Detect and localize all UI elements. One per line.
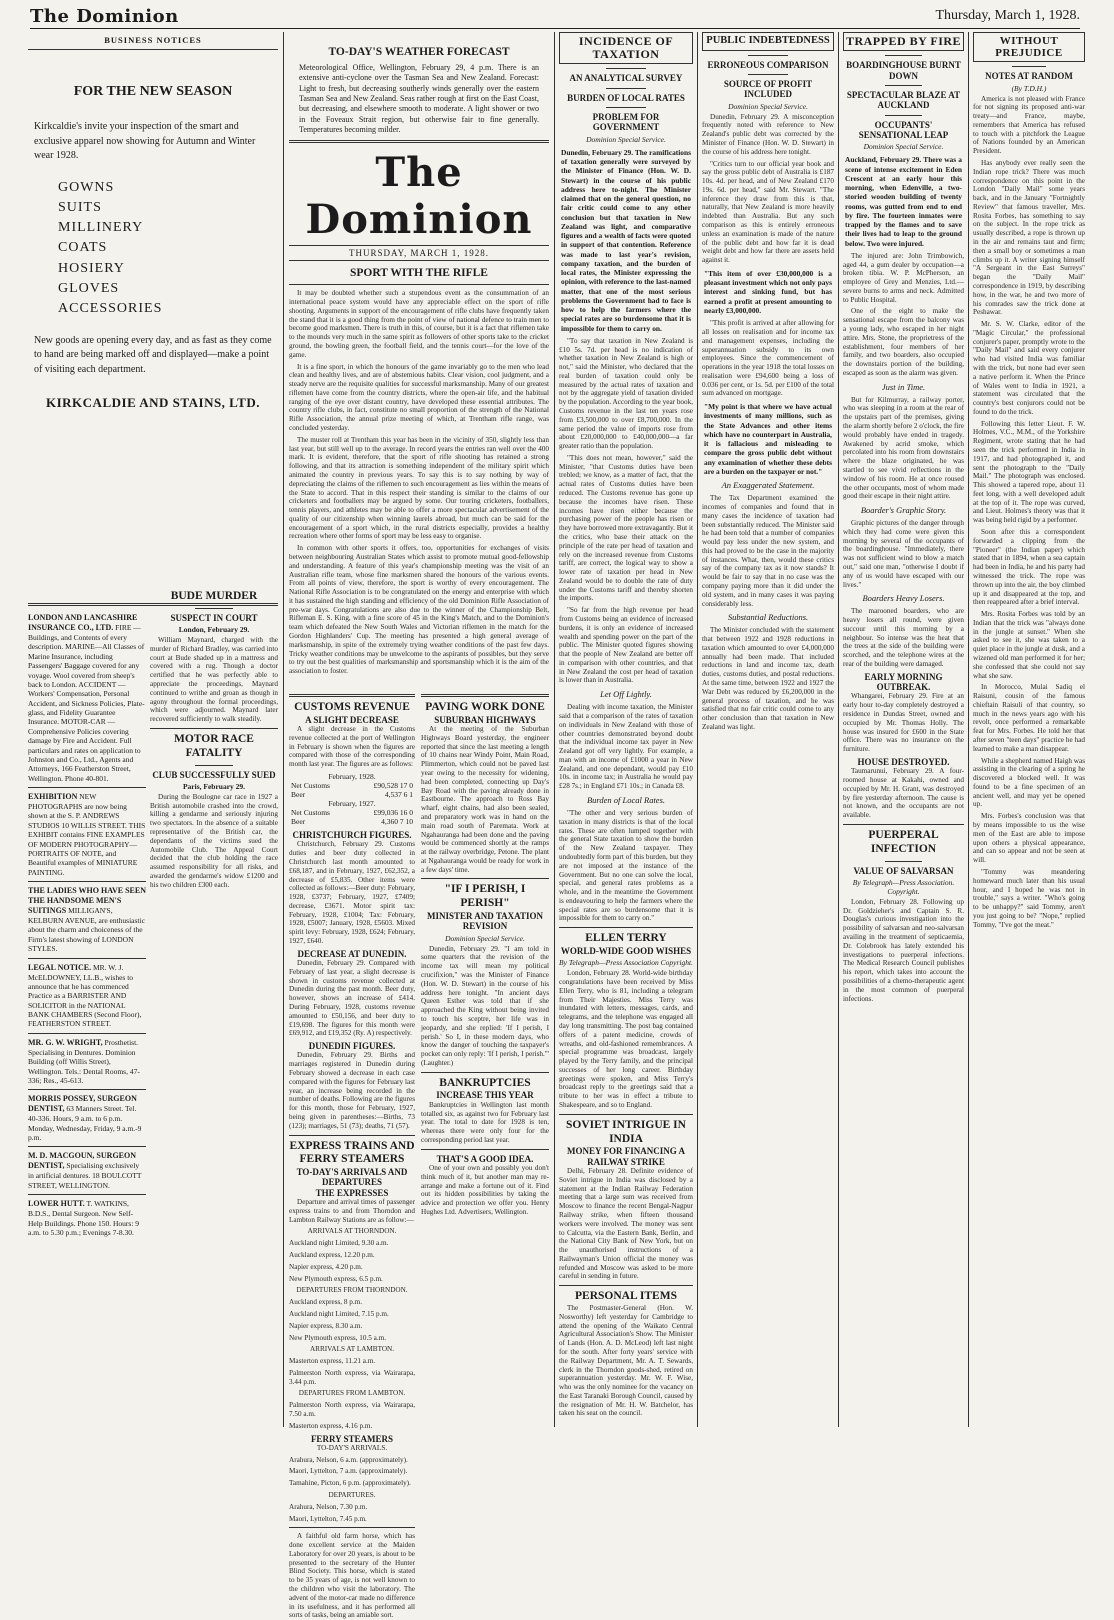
- perish-body: Dunedin, February 29. "I am told in some quarters that the revision of the income tax will mean my political crucifixion," was the Minister of Finance (Hon. W. D. Stewart) in the course of his address here tonight. "In ancient days Queen Esther was told that if she approached the King without being invited to touch his sceptre, her life was in jeopardy, and she replied: 'If I perish, I perish.' So I, in these modern days, who know the danger of touching the taxpayer's pocket can only reply: 'If I perish, I perish.'" (Laughter.): [421, 944, 549, 1067]
- train-line: New Plymouth express, 6.5 p.m.: [289, 1274, 383, 1283]
- customs-block: [150, 510, 278, 590]
- bude-dateline: London, February 29.: [178, 625, 250, 635]
- small-ad: M. D. MACGOUN, SURGEON DENTIST, Specialising exclusively in artificial dentures. 18 BOULCOTT STREET, WELLINGTON.: [28, 1151, 142, 1190]
- column-indebtedness: [702, 32, 834, 1427]
- puerperal-sub: VALUE OF SALVARSAN: [853, 865, 954, 876]
- perish-headline: "IF I PERISH, I PERISH": [444, 883, 526, 910]
- soviet-sub: MONEY FOR FINANCING A RAILWAY STRIKE: [567, 1146, 685, 1167]
- customs-table: February, 1928. Net Customs £90,528 17 0 Beer 4,537 6 1 February, 1927. Net Customs £99,036 16 0 Beer 4,360 7 10: [291, 772, 413, 827]
- taxation-paragraph: "The other and very serious burden of taxation in many districts is that of the local rates. These are often lumped together with the general State taxation to show the burden of the New Zealand taxpayer. They undoubtedly form part of this burden, but they are not imposed at the instance of the Government. But no one can solve the local, special, and general rates problems as a whole, and in the meantime the Government is endeavouring to help the farmers where the special rates are so burdensome that it is impossible for them to carry on.": [559, 809, 693, 923]
- ferry-line: Maori, Lyttelton, 7 a.m. (approximately).: [289, 1467, 408, 1476]
- train-line: DEPARTURES FROM THORNDON.: [296, 1286, 408, 1295]
- fire-sub1: BOARDINGHOUSE BURNT DOWN: [846, 60, 961, 81]
- debt-paragraph: "Critics turn to our official year book and say the gross public debt of Australia is £187 10s. 4d. per head, and of New Zealand £170 19s. 6d. per head," said Mr. Stewart. "The inference they draw from this is that, naturally, that New Zealand is more heavily indebted than Australia. But any such comparison as this is entirely erroneous unless an examination is made of the nature of the public debt and how far it is dead weight debt and how far there are assets held against it.: [702, 159, 834, 265]
- train-line: New Plymouth express, 10.5 a.m.: [289, 1333, 387, 1342]
- ad-item: HOSIERY: [58, 260, 125, 276]
- house-headline: HOUSE DESTROYED.: [857, 756, 950, 767]
- christchurch-body: Christchurch, February 29. Customs duties and beer duty collected in Christchurch last month amounted to £68,187, and in February, 1927, £62,352, a decrease of £5,835. Other items were collected as follows:—Beer duty: February, 1928, £3737; February, 1927, £7409; decrease, £3671. Motor spirit tax: February, 1928, £1004; Tax: February, 1928, £5007; January, 1928, £5603. Mixed spirit levy: February, 1928, £624; February, 1927, £640.: [289, 840, 415, 945]
- weather-body: Meteorological Office, Wellington, February 29, 4 p.m. There is an extensive anti-cyclone over the Tasman Sea and New Zealand. Forecast: Light to fresh, but decreasing southerly winds generally over the eastern Tasman Sea and New Zealand. Seas rather rough at first on the East Coast, but decreasing, and elsewhere smooth to moderate. A light shower or two in the Foveaux Strait region, but otherwise fair to fine generally. Temperatures becoming milder.: [299, 62, 539, 135]
- column-fire: [843, 32, 964, 1427]
- prejudice-paragraph: Mr. S. W. Clarke, editor of the "Magic Circular," the professional conjurer's paper, promptly wrote to the "Daily Mail" and said every conjurer who had visited India was familiar with the trick, but none had ever seen a native perform it. When the Prince of Wales went to India in 1921, a statement was circulated that the country's best conjurors could not be found to do the trick.: [973, 320, 1085, 416]
- fire-paragraph: Graphic pictures of the danger through which they had come were given this morning by several of the occupants of the boardinghouse. "Immediately, there was not sufficient wind to blow a match out," said one man, "otherwise I doubt if any of us would have escaped with our lives.": [843, 519, 964, 589]
- taxation-lead: Dunedin, February 29. The ramifications of taxation generally were surveyed by the Minister of Finance (Hon. W. D. Stewart) in the course of his public address here to-night. The Minister claimed that on the general question, no fair critic could come to any other conclusion but that taxation in New Zealand was light, and comparative figures and a wealth of facts were quoted in support of that contention. Reference was made to last year's revision, company taxation, and the burden of local rates, the Minister expressing the opinion, with reference to the last-named matter, that one of the most serious problems the Government had to face is how to help the farmers where the special rates are so burdensome that it is impossible for them to carry on.: [561, 147, 691, 333]
- bude-sub: SUSPECT IN COURT: [170, 612, 258, 623]
- kirkcaldie-ad: [28, 54, 278, 411]
- taxation-sub1: AN ANALYTICAL SURVEY: [569, 73, 683, 84]
- train-line: Masterton express, 4.16 p.m.: [289, 1421, 373, 1430]
- fire-paragraph: But for Kilmurray, a railway porter, who was sleeping in a room at the rear of the upstairs part of the premises, giving the alarm shortly before 2 o'clock, the fire would probably have ended in tragedy. Awakened by acrid smoke, which percolated into his room from downstairs where the blaze originated, he was startled to see vivid reflections in the window of his room. He at once roused the other occupants, most of whom made good their escape in their night attire.: [843, 395, 964, 501]
- fire-lead: Auckland, February 29. There was a scene of intense excitement in Eden Crescent at an early hour this morning, when Edenville, a two-storied wooden building of twenty rooms, was gutted from end to end by fire. The fourteen inmates were trapped by the flames and to save their lives had to leap to the ground below. Two were injured.: [845, 155, 962, 248]
- bude-body: William Maynard, charged with the murder of Richard Bradley, was carried into court at Bude shaded up in a mattress and covered with a rug. Though a doctor certified that he was perfectly able to appreciate the proceedings, Maynard continued to writhe and groan as though in agony throughout the formal proceedings, which were adjourned. Maynard later recovered sufficiently to walk steadily.: [150, 636, 278, 724]
- nameplate: The Dominion: [305, 148, 533, 243]
- motor-sub: CLUB SUCCESSFULLY SUED: [152, 769, 276, 780]
- early-headline: EARLY MORNING OUTBREAK.: [864, 671, 943, 693]
- taxation-subhead: Let Off Lightly.: [600, 689, 652, 700]
- ferry-headline: FERRY STEAMERS: [310, 1433, 394, 1444]
- customs-headline: CUSTOMS REVENUE: [294, 701, 410, 713]
- fire-sub3: OCCUPANTS' SENSATIONAL LEAP: [858, 119, 949, 140]
- editorial-paragraph: It is a fine sport, in which the honours of the game invariably go to the men who lead clean and healthy lives, and are of abstemious habits. Clear vision, cool judgment, and a steady nerve are the requisite qualities for successful marksmanship. Many of our greatest riflemen have come from the country districts, where the open-air life, and the habitual ranging of the eye over distant country, have developed these essential attributes. The country rifle clubs, in fact, constitute no small proportion of the strength of the National Rifle Association, the annual prize meeting of which, at Trentham rifle range, was concluded yesterday.: [289, 362, 549, 433]
- perish-sub: MINISTER AND TAXATION REVISION: [426, 911, 544, 932]
- prejudice-paragraph: "Tommy was meandering homeward much later than his usual hour, and I hoped he was not in trouble," says a writer. "Who's going to be unhappy?" said Tommy, aren't you just going to be? "Nope," replied Tommy, "I've got the meat.": [973, 867, 1085, 929]
- taxation-sub2: BURDEN OF LOCAL RATES: [567, 92, 685, 103]
- prejudice-paragraph: Soon after this a correspondent forwarded a clipping from the "Pioneer" (the Indian paper) which stated that in 1894, when a sea captain had been in India, he and his party had witnessed the trick. The rope was thrown up into the air, the boy climbed up it and disappeared at the top, and then reappeared after a brief interval.: [973, 528, 1085, 607]
- train-line: ARRIVALS AT THORNDON.: [307, 1227, 397, 1236]
- ad-firm: KIRKCALDIE AND STAINS, LTD.: [46, 395, 260, 411]
- motor-headline: MOTOR RACE FATALITY: [174, 732, 254, 759]
- debt-paragraph: The Tax Department examined the incomes of companies and found that in many cases the incidence of taxation had been substantially reduced. The Minister said he had been told that a number of companies would pay less under the new system, and this had proved to be the case in the majority of instances. What, then, would these critics say of the company tax as it now stands? It would be fair to say that in no case was the company paying more than it did under the old system, and in many cases it was paying considerably less.: [702, 494, 834, 608]
- paving-sub: SUBURBAN HIGHWAYS: [434, 714, 536, 725]
- good-idea-body: One of your own and possibly you don't think much of it, but another man may re-arrange and make a fortune out of it. Find out its hidden possibilities by taking the advice and protection we offer you. Henry Hughes Ltd. Advertisers, Wellington.: [421, 1164, 549, 1216]
- column-without-prejudice: [973, 32, 1085, 1427]
- bude-headline: BUDE MURDER: [170, 590, 258, 602]
- ferry-line: DEPARTURES.: [328, 1491, 376, 1500]
- christchurch-headline: CHRISTCHURCH FIGURES.: [292, 830, 412, 841]
- column-rule: [283, 32, 284, 1427]
- paving-headline: PAVING WORK DONE: [425, 701, 545, 713]
- masthead-title: The Dominion: [30, 6, 179, 27]
- taxation-headline: INCIDENCE OF TAXATION: [559, 32, 693, 64]
- column-news-lower: [150, 590, 278, 1420]
- personal-headline: PERSONAL ITEMS: [575, 1290, 677, 1303]
- ferry-line: Arahura, Nelson, 7.30 p.m.: [289, 1502, 368, 1511]
- taxation-subhead: Burden of Local Rates.: [586, 795, 666, 806]
- motor-dateline: Paris, February 29.: [182, 781, 246, 791]
- masthead-date: Thursday, March 1, 1928.: [935, 8, 1080, 23]
- ellen-sub: WORLD-WIDE GOOD WISHES: [560, 945, 692, 956]
- train-line: Napier express, 8.30 a.m.: [289, 1321, 363, 1330]
- trains-sub: TO-DAY'S ARRIVALS AND DEPARTURES: [296, 1167, 408, 1188]
- dunedin-headline: DECREASE AT DUNEDIN.: [297, 948, 407, 959]
- train-line: Palmerston North express, via Wairarapa, 7.50 a.m.: [289, 1401, 415, 1418]
- editorial-headline: SPORT WITH THE RIFLE: [350, 266, 488, 279]
- column-rule: [697, 32, 698, 1427]
- prejudice-paragraph: Following this letter Lieut. F. W. Holmes, V.C., M.M., of the Yorkshire Regiment, wrote stating that he had seen the trick performed in India in 1917, and had photographed it, and sent the photograph to the "Daily Mail." The photograph was enclosed. This showed a tapered rope, about 11 feet long, with a well developed adult at the top of it. The rope was curved, and Lieut. Holmes's theory was that it was being held rigid by a performer.: [973, 419, 1085, 525]
- small-ads-left: [28, 610, 146, 1240]
- ad-intro: Kirkcaldie's invite your inspection of the smart and exclusive apparel now showing for Autumn and Winter wear 1928.: [34, 121, 256, 161]
- taxation-paragraph: "To say that taxation in New Zealand is £10 5s. 7d. per head is no indication of whether taxation in New Zealand is high or not," said the Minister, who declared that the real burden of taxation could only be measured by the actual rates of taxation and not by the aggregate yield of taxation divided by the population. According to the year book, Customs revenue in the last ten years rose from £3,500,000 to over £8,700,000. In the same period the value of imports rose from about £20,000,000 to £40,000,000—a far greater ratio than the population.: [559, 336, 693, 451]
- ad-item: COATS: [58, 240, 108, 256]
- fire-paragraph: The injured are: John Trimbowich, aged 44, a gum dealer by occupation—a broken tibia. W. P. McPherson, an employee of Grey and Menzies, Ltd.—severe burns to arms and neck. Admitted to Public Hospital.: [843, 251, 964, 304]
- debt-paragraph: "This profit is arrived at after allowing for all losses on realisation and for income tax and management expenses, including the superannuation subsidy to its own employees. Since the commencement of operations in the year 1918 the total losses on realisation were £94,600 being a loss of 0.036 per cent, or 1s. 5d. per £100 of the total sum advanced on mortgage.: [702, 319, 834, 398]
- prejudice-headline: WITHOUT PREJUDICE: [973, 32, 1085, 62]
- ad-note: New goods are opening every day, and as fast as they come to hand are being marked off and displayed—make a point of visiting each department.: [34, 334, 272, 375]
- ad-item: GOWNS: [58, 179, 115, 195]
- small-ad: LEGAL NOTICE. MR. W. J. McELDOWNEY, LL.B., wishes to announce that he has commenced Practice as a BARRISTER AND SOLICITOR in the NATIONAL BANK CHAMBERS (Second Floor), FEATHERSTON STREET.: [28, 962, 142, 1029]
- ad-item: MILLINERY: [58, 220, 144, 236]
- prejudice-byline: (By T.D.H.): [1011, 83, 1047, 93]
- column-rule: [838, 32, 839, 1427]
- column-rule: [968, 32, 969, 1427]
- taxation-paragraph: "This does not mean, however," said the Minister, "that Customs duties have been trebled; we know, as a matter of fact, that the actual rates of Customs duties have been reduced. The Customs revenue has gone up because the incomes have risen. These incomes have risen either because the purchasing power of the people has risen or they have borrowed more extravagantly. But it the critics, who base their attack on the principle of the rate per head of taxation and rely on the increased revenue from Customs tariff, are correct, the logical way to show a lower rate of taxation per head in New Zealand would be to double the rate of duty under the Customs tariff and thereby shorten the imports.: [559, 453, 693, 603]
- taxation-sub3: PROBLEM FOR GOVERNMENT: [592, 112, 660, 133]
- prejudice-paragraph: Mrs. Rosita Forbes was told by an Indian that the trick was "always done in the jungle at sunset." When she asked to see it, she was taken to a quiet place in the jungle at dusk, and a wizened old man performed it for her; she confessed that she could not say what she saw.: [973, 610, 1085, 680]
- train-line: ARRIVALS AT LAMBTON.: [309, 1345, 395, 1354]
- ellen-byline: By Telegraph—Press Association Copyright.: [559, 958, 693, 968]
- small-ad: MORRIS POSSEY, SURGEON DENTIST, 63 Manners Street. Tel. 40-336. Hours, 9 a.m. to 6 p.m. Monday, Wednesday, Friday, 9 a.m.-9 p.m.: [28, 1094, 142, 1142]
- prejudice-sub: NOTES AT RANDOM: [985, 71, 1073, 82]
- taxation-byline: Dominion Special Service.: [586, 134, 666, 144]
- train-line: Auckland night Limited, 7.15 p.m.: [289, 1309, 389, 1318]
- debt-subhead: Substantial Reductions.: [727, 612, 809, 623]
- masthead: [30, 6, 1080, 29]
- debt-paragraph: The Minister concluded with the statement that between 1922 and 1928 reductions in taxation which amounted to over £4,000,000 annually had been made. That included reductions in land and income tax, death duties, customs duties, and postal reductions. At the same time, between 1922 and 1927 the War Debt was reduced by £6,200,000 in the general process of taxation, and he was satisfied that no fair critic could come to any other conclusion than that taxation in New Zealand was light.: [702, 626, 834, 731]
- fire-subhead: Boarder's Graphic Story.: [860, 505, 947, 516]
- fire-byline: Dominion Special Service.: [863, 142, 944, 152]
- train-line: Palmerston North express, via Wairarapa, 3.44 p.m.: [289, 1368, 415, 1386]
- ferry-line: Maori, Lyttelton, 7.45 p.m.: [289, 1514, 367, 1523]
- paving-body: At the meeting of the Suburban Highways Board yesterday, the engineer reported that since the last meeting a length of 10 chains near Windy Point, Main Road, Plimmerton, which could not be paved last year owing to the necessity for widening, had been completed, connecting up Day's Bay Road with the paving already done in Eastbourne. The approach to Ross Bay wharf, eight chains, had also been sealed, and preparatory work was in hand on the main road south of Paremata. Work at Ngahauranga had been done and the paving would be commenced shortly at the ramps at the railway overbridge, Petone. The plant at Ngahauranga would be ready for work in a few days' time.: [421, 725, 549, 874]
- trains-body: Departure and arrival times of passenger express trains to and from Thorndon and Lambton Railway Stations are as follow:—: [289, 1198, 415, 1224]
- column-paving-ellen: [421, 690, 549, 1425]
- bankruptcies-body: Bankruptcies in Wellington last month totalled six, as against two for February last year. The total to date for 1928 is ten, whereas there were only four for the corresponding period last year.: [421, 1100, 549, 1144]
- ad-heading: FOR THE NEW SEASON: [73, 84, 233, 99]
- small-ad: LONDON AND LANCASHIRE INSURANCE CO., LTD. FIRE — Buildings, and Contents of every description. MARINE—All Classes of Marine Insurance, including Passengers' Baggage covered for any voyage. Wool covered from sheep's back to London. ACCIDENT — Workers' Compensation, Personal Accident, and Sickness Policies, Plate-glass, and Fidelity Guarantee Insurance. MOTOR-CAR — Comprehensive Policies covering damage by Fire and Accident. Full particulars and rates on application to Johnston and Co., Ltd., Agents and Attorneys, 166 Featherston Street, Wellington. Phone 40-801.: [28, 613, 145, 783]
- weather-headline: TO-DAY'S WEATHER FORECAST: [328, 46, 510, 58]
- fire-sub2: SPECTACULAR BLAZE AT AUCKLAND: [846, 89, 961, 111]
- section-label: BUSINESS NOTICES: [104, 35, 202, 45]
- debt-paragraph: "This item of over £30,000,000 is a pleasant investment which not only pays interest and sinking fund, but has earned a profit at present amounting to nearly £3,000,000.: [704, 268, 832, 315]
- fire-paragraph: The marooned boarders, who are heavy losers all round, were given succour until this morning by a neighbour. So intense was the heat that the trees at the side of the building were scorched, and the telephone wires at the rear of the building were damaged.: [843, 607, 964, 668]
- debt-headline: PUBLIC INDEBTEDNESS: [702, 32, 834, 51]
- early-body: Whangarei, February 29. Fire at an early hour to-day completely destroyed a residence in Dundas Street, owned and occupied by Mr. Thomas Holly. The house was insured for £600 in the State office. There was no insurance on the furniture.: [843, 692, 964, 754]
- ferry-line: Arahura, Nelson, 6 a.m. (approximately).: [289, 1455, 408, 1464]
- ferry-line: Tamahine, Picton, 6 p.m. (approximately).: [289, 1479, 411, 1488]
- small-ad: EXHIBITION NEW PHOTOGRAPHS are now being shown at the S. P. ANDREWS STUDIOS 10 WILLIS STREET. THIS EXHIBIT contains FINE EXAMPLES OF MODERN PHOTOGRAPHY—PORTRAITS OF NOTE, and Beautiful examples of MINIATURE PAINTING.: [28, 792, 146, 877]
- train-line: Auckland express, 12.20 p.m.: [289, 1251, 375, 1260]
- good-idea-headline: THAT'S A GOOD IDEA.: [436, 1153, 534, 1164]
- ferry-sub: TO-DAY'S ARRIVALS.: [316, 1443, 388, 1452]
- column-customs-trains: [289, 690, 415, 1620]
- debt-sub1: ERRONEOUS COMPARISON: [707, 59, 829, 70]
- ad-items: [58, 178, 278, 320]
- bankruptcies-headline: BANKRUPTCIES: [439, 1076, 531, 1089]
- taxation-paragraph: "So far from the high revenue per head from Customs being an evidence of increased burdens, it is only an evidence of increased wealth and spending power on the part of the public. The Minister quoted figures showing that the people of New Zealand are better off in comparison with other countries, and that in New Zealand the cost per head of taxation is lower than in Australia.: [559, 606, 693, 685]
- train-line: Napier express, 4.20 p.m.: [289, 1262, 363, 1271]
- small-ad: MR. G. W. WRIGHT, Prosthetist. Specialising in Dentures. Dominion Building (off Willis Street), Wellington. Tels.: Dental Rooms, 47-336; Res., 45-613.: [28, 1037, 140, 1085]
- personal-body: The Postmaster-General (Hon. W. Nosworthy) left yesterday for Cambridge to attend the opening of the Waikato Central Agricultural Association's Show. The Minister of Lands (Hon. A. D. McLeod) left last night for the south. After forty years' service with the Railway Department, Mr. A. T. Sewards, clerk in the Thorndon goods-shed, retired on superannuation yesterday. Mr. W. F. Wise, who was the only nominee for the vacancy on the East Taranaki Borough Council, caused by the resignation of Mr. H. W. Batchelor, has taken his seat on the council.: [559, 1304, 693, 1418]
- motor-body: During the Boulogne car race in 1927 a British automobile crashed into the crowd, killing a gendarme and seriously injuring two spectators. In the absence of a suitable representative of the British car, the dependants of the victims sued the Automobile Club. The Appeal Court decided that the club holding the race assumed responsibility for all risks, and awarded the gendarme's widow £1200 and his two children £300 each.: [150, 792, 278, 889]
- column-taxation: [559, 32, 693, 1427]
- trains-headline: EXPRESS TRAINS AND FERRY STEAMERS: [289, 1139, 415, 1166]
- train-line: Masterton express, 11.21 a.m.: [289, 1357, 376, 1366]
- ad-item: ACCESSORIES: [58, 301, 163, 317]
- small-ad: THE LADIES WHO HAVE SEEN THE HANDSOME MEN'S SUITINGS MILLIGAN'S, KELBURN AVENUE, are enthusiastic about the charm and choiceness of the Firm's latest showing of LONDON STYLES.: [28, 886, 146, 954]
- editorial-paragraph: The muster roll at Trentham this year has been in the vicinity of 350, slightly less than last year, but still well up to the average. In record years the entries ran well over the 400 mark. It is evident, therefore, that the sport of rifle shooting has retained a strong following, and that its attraction is something independent of the military spirit which animated the country in previous years. To say this is to say nothing by way of depreciating the claims of the riflemen to such encouragement as lies within the means of the State to accord. That in this respect their standing is similar to the claims of our cricketers and footballers may be argued by some. Our touring cricketers, footballers, tennis players, and athletes may be able to offer a more spectacular advertisement of the quality of our citizenship when winning laurels abroad, but much can be said for the encouragement of a sport which, in the rural districts especially, provides a healthy recreation where other forms of sport may be less easy to organise.: [289, 435, 549, 541]
- soviet-headline: SOVIET INTRIGUE IN INDIA: [566, 1118, 686, 1145]
- house-body: Taumarunui, February 29. A four-roomed house at Kakahi, owned and occupied by Mr. H. Grant, was destroyed by fire yesterday afternoon. The cause is not known, and the occupants are not available.: [843, 767, 964, 820]
- prejudice-paragraph: Has anybody ever really seen the Indian rope trick? There was much correspondence on this point in the London "Daily Mail" some years back, and in the January "Fortnightly Review" that famous traveller, Mrs. Rosita Forbes, has something to say on the subject. In the rope trick as usually described, a rope is thrown up in the air and remains taut and firm; then a small boy or sometimes a man climbs up it. A writer signing himself "A Sergeant in the East Surreys" began the "Daily Mail" correspondence in 1919, by describing how, in the war, he and two more of his comrades saw the trick done at Peshawar.: [973, 159, 1085, 317]
- ad-item: SUITS: [58, 199, 102, 215]
- perish-byline: Dominion Special Service.: [445, 933, 525, 943]
- column-rule: [554, 32, 555, 1427]
- trains-tail: A faithful old farm horse, which has done excellent service at the Maiden Laboratory for over 20 years, is about to be presented to the secretary of the Hunter Blind Society. This horse, which is stated to be 35 years of age, is not well known to the children who visit the laboratory. The advent of the motor-car made no difference in its usefulness, and it has performed all sorts of tasks, being an amiable sort.: [289, 1532, 415, 1620]
- prejudice-paragraph: Mrs. Forbes's conclusion was that by means impossible to us the wise men of the East are able to impose upon others a physical appearance, and can so appear and not be seen at will.: [973, 812, 1085, 865]
- puerperal-byline: By Telegraph—Press Association. Copyright.: [852, 877, 955, 896]
- trains-sub2: THE EXPRESSES: [315, 1187, 389, 1198]
- puerperal-headline: PUERPERAL INFECTION: [868, 828, 939, 855]
- train-line: Auckland night Limited, 9.30 a.m.: [289, 1239, 389, 1248]
- editorial-paragraph: In common with other sports it offers, too, opportunities for exchanges of visits between neighbouring Australian States which assist to promote mutual good-fellowship and understanding. A feature of this year's championship meeting was the visit of an Australian rifle team, whose fine marksmen shared the honours of the various events. From all points of view, therefore, the sport is worthy of every encouragement. The National Rifle Association is to be congratulated on the energy and enterprise with which it has sustained the high standing and efficiency of the old Dominion Rifle Association of pre-war days. Congratulations are also due to the winner of the Championship Belt, Rifleman E. S. King, with a fine score of 45 in the King's Match, and to the Dominion's team which defeated the New South Wales and Victorian riflemen in the match for the Gordon Highlanders' Cup. The meeting has presented a high general average of marksmanship, in spite of the extremely trying weather conditions of the past few days. Tricky weather conditions may be unwelcome to the aspirants of possibles, but they serve to try out the best qualities of marksmanship and sportsmanship which it is the aim of the association to foster.: [289, 544, 549, 676]
- small-ad: LOWER HUTT. T. WATKINS, B.D.S., Dental Surgeon. New Self-Help Buildings. Phone 150. Hours: 9 a.m. to 5.30 p.m.; Evenings 7-8.30.: [28, 1199, 140, 1237]
- customs-sub: A SLIGHT DECREASE: [305, 714, 399, 725]
- soviet-body: Delhi, February 28. Definite evidence of Soviet intrigue in India was disclosed by a statement at the Indian Railway Federation meeting that a large sum was received from Moscow to finance the recent Bengal-Nagpur Railway strike, when fifteen thousand workers were involved. The money was sent to Calcutta, via the Eastern Bank, Berlin, and the National City Bank of New York, but on the unauthorised instructions of a Railwayman's Union official the money was refunded and Moscow was asked to be more careful in sending in future.: [559, 1167, 693, 1281]
- prejudice-paragraph: In Morocco, Mulai Sadiq el Raisuni, cousin of the famous chieftain Raisuli of that country, so much in the news years ago with his revolt, once performed a remarkable feat for Mrs. Forbes. He told her that after seven "teen days" practice he had learned to make a man disappear.: [973, 683, 1085, 753]
- dunedin-figures-body: Dunedin, February 29. Births and marriages registered in Dunedin during February showed a decrease in each case compared with the figures for February last year, an increase being recorded in the number of deaths. Following are the figures for this month, those for February, 1927, being given in parentheses:—Births, 73 (123); marriages, 51 (73); deaths, 71 (57).: [289, 1051, 415, 1130]
- taxation-paragraph: Dealing with income taxation, the Minister said that a comparison of the rates of taxation on individuals in New Zealand with those of other countries demonstrated beyond doubt that the individual income tax payer in New Zealand got off very lightly. For example, a man with an income of £1000 a year in New Zealand, and one dependant, would pay £10 10s. in income tax; in Australia he would pay £28 7s.; in England £71 10s.; in Canada £8.: [559, 703, 693, 791]
- nameplate-date: THURSDAY, MARCH 1, 1928.: [289, 245, 549, 261]
- train-line: Auckland express, 8 p.m.: [289, 1298, 363, 1307]
- debt-paragraph: Dunedin, February 29. A misconception frequently noted with reference to New Zealand's public debt was corrected by the Minister of Finance (Hon. W. D. Stewart) in the course of his address here tonight.: [702, 112, 834, 156]
- dunedin-figures-headline: DUNEDIN FIGURES.: [308, 1041, 396, 1052]
- editorial-paragraph: It may be doubted whether such a stupendous event as the consummation of an international peace system would have any appreciable effect on the sport of rifle shooting. Arguments in support of the encouragement of rifle clubs have frequently taken the stand that it is a good thing from the point of view of national defence to train men to become good marksmen. There is truth in this, of course, but it is a fact that riflemen take to the mounds very much in the same spirit as followers of other sports take to the cricket ground, the bowling green, the football field, and the tennis court—for the love of the game.: [289, 289, 549, 359]
- ellen-headline: ELLEN TERRY: [585, 932, 667, 945]
- debt-byline: Dominion Special Service.: [728, 101, 808, 111]
- prejudice-paragraph: America is not pleased with France for not signing its proposed anti-war treaty—and France, maybe, remembers that America has refused to touch with a pitchfork the League of Nations founded by an American President.: [973, 94, 1085, 156]
- fire-subhead: Just in Time.: [881, 381, 926, 392]
- ellen-body: London, February 28. World-wide birthday congratulations have been received by Miss Ellen Terry, who is 81, including a telegram from Their Majesties. Miss Terry was inundated with letters, messages, cards, and telegrams, and the telephone was engaged all day long transmitting. The post bag contained offers of a patent medicine, crowds of wreaths, and old-fashioned remembrances. A special programme was broadcast, largely played by the Terry family, and the principal successes of her long career. Birthday greetings were spoken, and Miss Terry's broadcast reply to the greetings said that a tribute to her was in effect a tribute to Shakespeare, and so to England.: [559, 969, 693, 1110]
- fire-paragraph: One of the eight to make the sensational escape from the balcony was a young lady, who escaped in her night attire. Mrs. Stone, the proprietress of the establishment, four members of her family, and two boarders, also occupied the downstairs portion of the building, escaped as soon as the alarm was given.: [843, 307, 964, 377]
- dunedin-body: Dunedin, February 29. Compared with February of last year, a slight decrease is shown in customs revenue collected at Dunedin during the past month. Beer duty, however, shows an increase of £414. During February, 1928, customs revenue amounted to £50,156, and beer duty to £19,698. The figures for this month were £69,912, and £19,352 (Ry. A) respectively.: [289, 959, 415, 1038]
- fire-headline: TRAPPED BY FIRE: [843, 32, 964, 51]
- prejudice-paragraph: While a shepherd named Haigh was assisting in the clearing of a spring he discovered a blocked well. It was found to be a fine specimen of an ancient well, and may yet be opened up.: [973, 756, 1085, 809]
- debt-quote: "My point is that where we have actual investments of many millions, such as the State Advances and other items which have no counterpart in Australia, it is fallacious and misleading to compare the gross public debt without any examination of whether these debts are a burden on the taxpayer or not.": [704, 402, 832, 476]
- bankruptcies-sub: INCREASE THIS YEAR: [436, 1090, 534, 1101]
- customs-body: A slight decrease in the Customs revenue collected at the port of Wellington in February is shown when the figures are compared with those of the corresponding month last year. The figures are as follows:: [289, 725, 415, 769]
- puerperal-body: London, February 28. Following up Dr. Goldzieher's and Captain S. R. Douglas's curious investigation into the possibility of salvarsan and neo-salvarsan availing in the treatment of septicaemia, Dr. Colebrook has lately extended his investigations to puerperal infections. The Medical Research Council publishes his report, which takes into account the possibilities of a chemo-therapeutic agent in the most common of puerperal infections.: [843, 897, 964, 1003]
- debt-sub2: SOURCE OF PROFIT INCLUDED: [723, 78, 813, 100]
- ad-item: GLOVES: [58, 280, 120, 296]
- fire-subhead: Boarders Heavy Losers.: [862, 593, 945, 604]
- debt-subhead: An Exaggerated Statement.: [721, 480, 815, 491]
- train-line: DEPARTURES FROM LAMBTON.: [298, 1389, 406, 1398]
